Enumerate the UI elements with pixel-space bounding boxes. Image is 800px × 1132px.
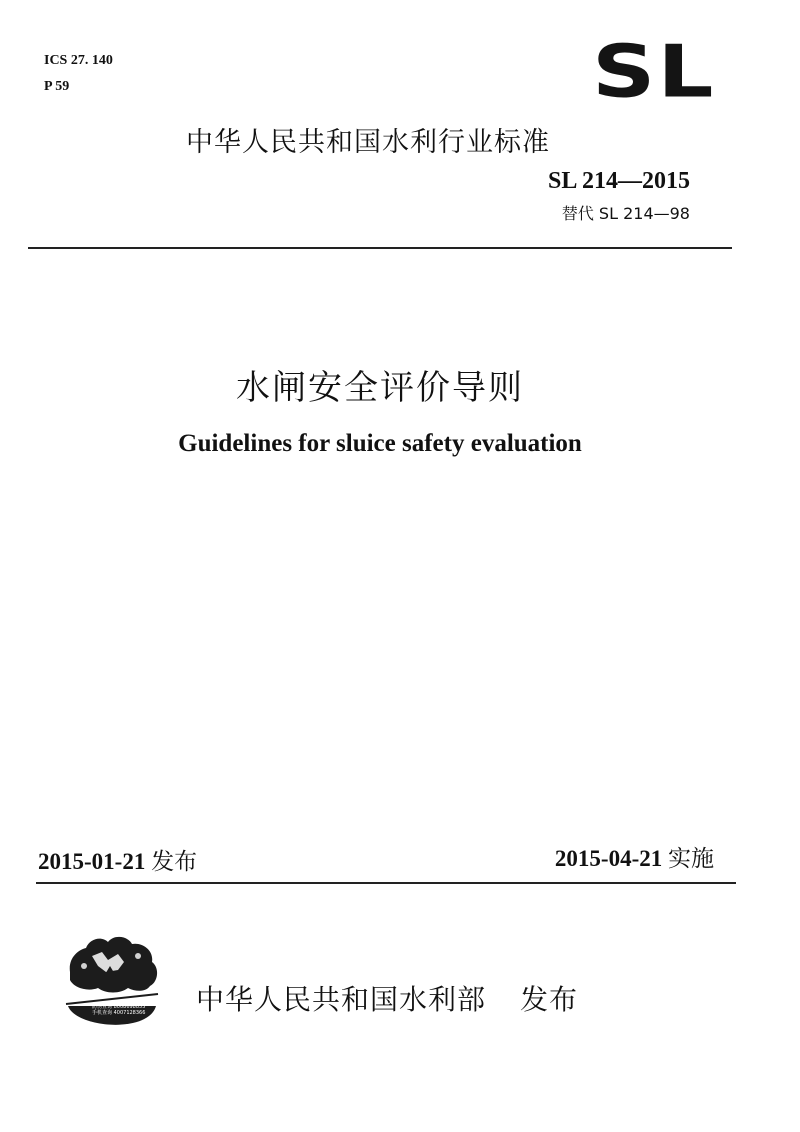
standard-number: SL 214—2015: [547, 168, 690, 194]
seal-text-1: 防伪查询 8008698855: [92, 1004, 146, 1010]
implement-date: 2015-04-21: [554, 846, 663, 871]
standard-type: 中华人民共和国水利行业标准: [186, 127, 550, 158]
issue-date-line: [38, 843, 197, 876]
implement-label: 实施: [668, 846, 714, 872]
issue-label: 发布: [151, 849, 198, 875]
issue-date: 2015-01-21: [38, 849, 146, 874]
publish-label: 发布: [520, 983, 579, 1016]
sl-logo: SL: [592, 29, 716, 114]
title-chinese: 水闸安全评价导则: [236, 368, 524, 408]
ics-code: ICS 27. 140: [44, 53, 113, 68]
title-english: Guidelines for sluice safety evaluation: [178, 430, 582, 457]
replaces-note: 替代 SL 214—98: [561, 204, 690, 223]
top-divider: [28, 247, 732, 249]
category-code: P 59: [44, 79, 70, 94]
classification-codes: [44, 48, 113, 100]
anti-counterfeit-seal-icon: [62, 926, 162, 1038]
publisher-name: 中华人民共和国水利部: [196, 983, 487, 1016]
implement-date-line: [555, 840, 714, 873]
seal-text-2: 手机查询 4007128366: [92, 1010, 146, 1016]
bottom-divider: [36, 882, 736, 884]
